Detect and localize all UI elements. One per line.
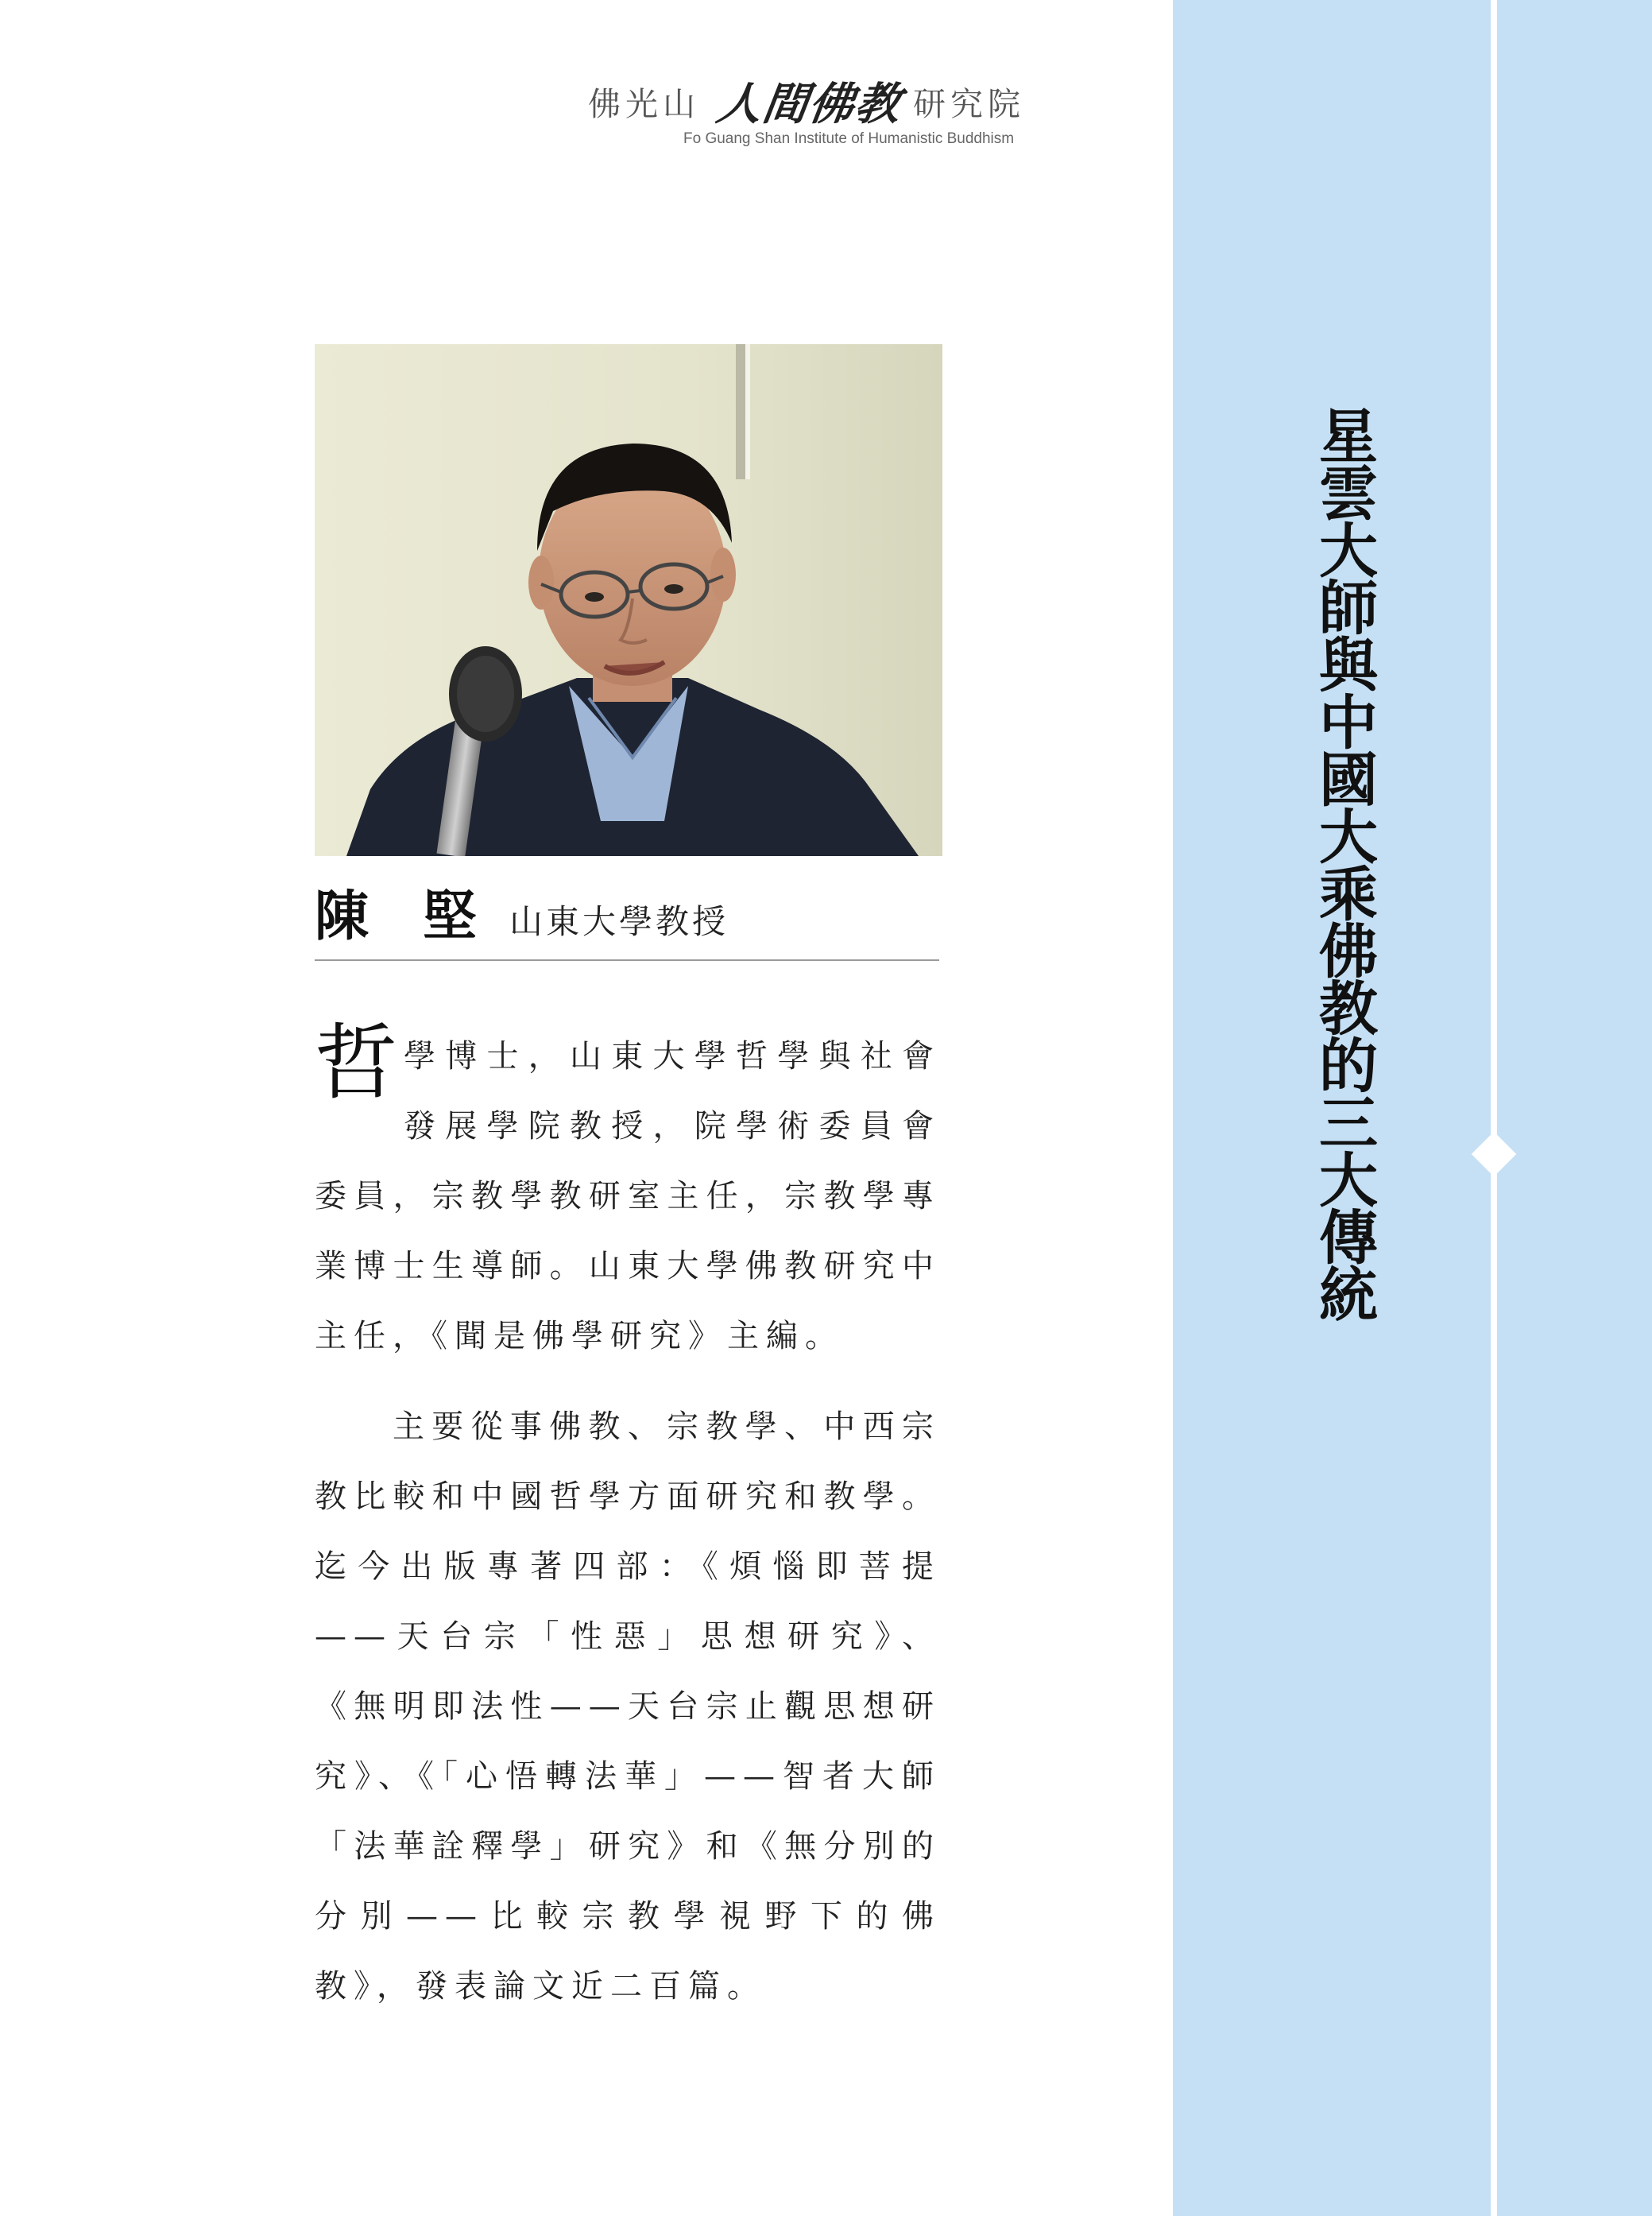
logo-english-name: Fo Guang Shan Institute of Humanistic Buddhism (683, 130, 1015, 147)
panel-stripe (1491, 0, 1497, 2216)
drop-cap: 哲 (315, 1014, 398, 1111)
author-name: 陳堅 (315, 885, 532, 948)
author-heading (315, 882, 942, 954)
logo-mark (588, 73, 1097, 129)
logo-text-institute: 研究院 (913, 84, 1025, 123)
logo-brush-calligraphy: 人間佛教 (713, 78, 906, 130)
bio-paragraph-2: 主要從事佛教、宗教學、中西宗教比較和中國哲學方面研究和教學。迄今出版專著四部：《煩惱即菩提——天台宗「性惡」思想研究》、《無明即法性——天台宗止觀思想研究》、《「心悟轉法華」——智者大師「法華詮釋學」研究》和《無分別的分別——比較宗教學視野下的佛教》，發表論文近二百篇。 (315, 1408, 941, 2005)
heading-divider (315, 959, 939, 961)
panel-diamond-marker (1472, 1132, 1517, 1177)
institute-logo (588, 73, 1097, 161)
author-portrait (315, 344, 942, 856)
chapter-title-vertical: 星雲大師與中國大乘佛教的三大傳統 (1310, 405, 1378, 1321)
author-biography (315, 1014, 941, 2021)
bio-paragraph-1-text: 學博士，山東大學哲學與社會發展學院教授，院學術委員會委員，宗教學教研室主任，宗教學專業博士生導師。山東大學佛教研究中主任，《聞是佛學研究》主編。 (315, 1038, 941, 1354)
author-position: 山東大學教授 (509, 902, 729, 941)
bio-paragraph-1 (315, 1014, 941, 1371)
chapter-side-panel (1173, 0, 1652, 2216)
logo-text-fgs: 佛光山 (588, 84, 700, 123)
